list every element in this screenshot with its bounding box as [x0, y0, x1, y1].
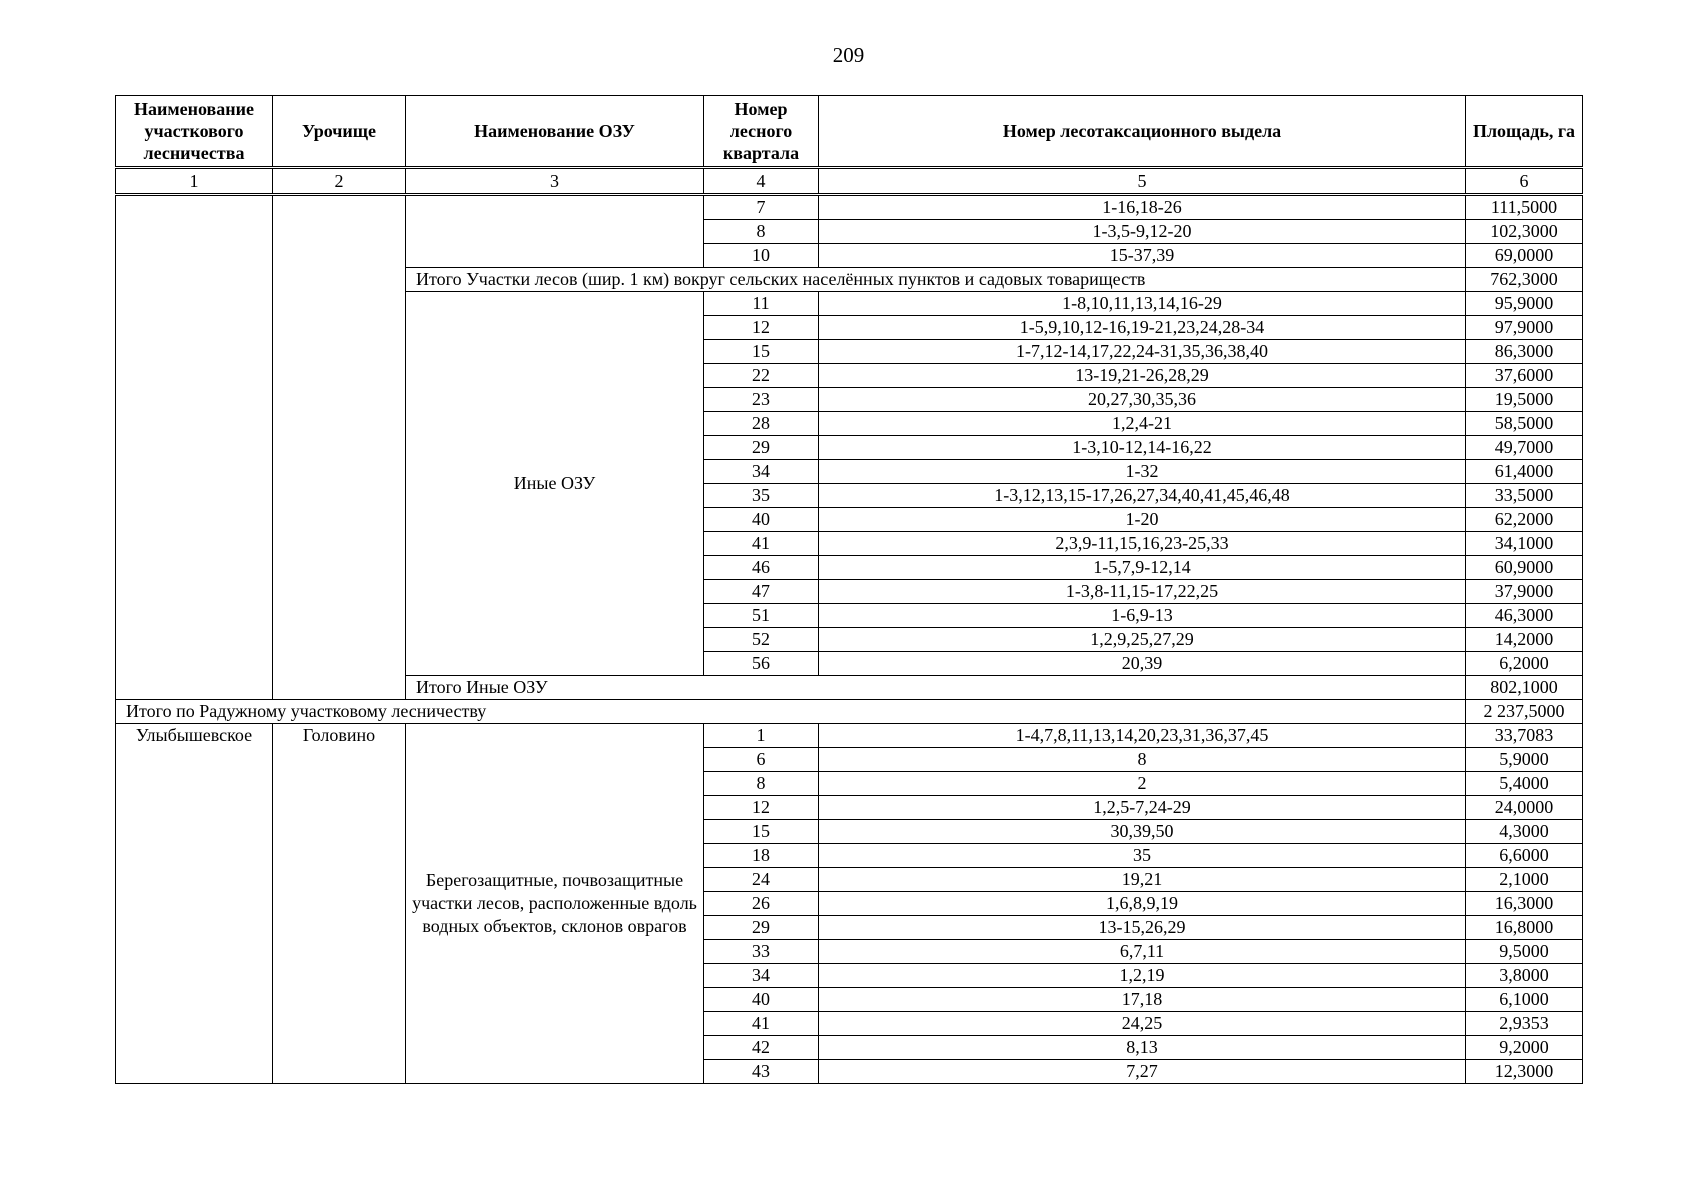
quarter-number: 23: [704, 388, 819, 412]
allotment-numbers: 30,39,50: [819, 820, 1466, 844]
allotment-numbers: 7,27: [819, 1060, 1466, 1084]
quarter-number: 11: [704, 292, 819, 316]
tract-cell: [273, 195, 406, 700]
area-value: 24,0000: [1466, 796, 1583, 820]
quarter-number: 41: [704, 1012, 819, 1036]
allotment-numbers: 1-3,10-12,14-16,22: [819, 436, 1466, 460]
allotment-numbers: 20,27,30,35,36: [819, 388, 1466, 412]
subtotal-value: 762,3000: [1466, 268, 1583, 292]
header-forestry: Наименование участкового лесничества: [116, 96, 273, 168]
column-number: 5: [819, 168, 1466, 195]
allotment-numbers: 1-5,7,9-12,14: [819, 556, 1466, 580]
quarter-number: 10: [704, 244, 819, 268]
allotment-numbers: 15-37,39: [819, 244, 1466, 268]
area-value: 2,1000: [1466, 868, 1583, 892]
quarter-number: 41: [704, 532, 819, 556]
area-value: 69,0000: [1466, 244, 1583, 268]
area-value: 97,9000: [1466, 316, 1583, 340]
allotment-numbers: 1-16,18-26: [819, 195, 1466, 220]
allotment-numbers: 1-5,9,10,12-16,19-21,23,24,28-34: [819, 316, 1466, 340]
quarter-number: 24: [704, 868, 819, 892]
area-value: 16,3000: [1466, 892, 1583, 916]
forestry-cell: [116, 195, 273, 700]
allotment-numbers: 1-3,5-9,12-20: [819, 220, 1466, 244]
allotment-numbers: 8,13: [819, 1036, 1466, 1060]
tract-cell: Головино: [273, 724, 406, 1084]
ozu-name-cell: [406, 195, 704, 268]
quarter-number: 15: [704, 340, 819, 364]
allotment-numbers: 1-8,10,11,13,14,16-29: [819, 292, 1466, 316]
quarter-number: 29: [704, 916, 819, 940]
allotment-numbers: 2: [819, 772, 1466, 796]
subtotal-value: 802,1000: [1466, 676, 1583, 700]
quarter-number: 7: [704, 195, 819, 220]
allotment-numbers: 1,2,5-7,24-29: [819, 796, 1466, 820]
area-value: 9,2000: [1466, 1036, 1583, 1060]
column-number-row: [116, 168, 1583, 195]
subtotal-label: Итого Иные ОЗУ: [406, 676, 1466, 700]
area-value: 14,2000: [1466, 628, 1583, 652]
allotment-numbers: 1-3,8-11,15-17,22,25: [819, 580, 1466, 604]
allotment-numbers: 13-15,26,29: [819, 916, 1466, 940]
quarter-number: 40: [704, 988, 819, 1012]
column-number: 2: [273, 168, 406, 195]
header-tract: Урочище: [273, 96, 406, 168]
area-value: 37,6000: [1466, 364, 1583, 388]
total-value: 2 237,5000: [1466, 700, 1583, 724]
allotment-numbers: 20,39: [819, 652, 1466, 676]
quarter-number: 43: [704, 1060, 819, 1084]
quarter-number: 12: [704, 316, 819, 340]
allotment-numbers: 1,2,19: [819, 964, 1466, 988]
quarter-number: 8: [704, 220, 819, 244]
table-row: [116, 195, 1583, 220]
area-value: 111,5000: [1466, 195, 1583, 220]
area-value: 16,8000: [1466, 916, 1583, 940]
area-value: 5,9000: [1466, 748, 1583, 772]
header-allotment-number: Номер лесотаксационного выдела: [819, 96, 1466, 168]
quarter-number: 40: [704, 508, 819, 532]
area-value: 4,3000: [1466, 820, 1583, 844]
allotment-numbers: 1,2,4-21: [819, 412, 1466, 436]
allotment-numbers: 8: [819, 748, 1466, 772]
quarter-number: 35: [704, 484, 819, 508]
area-value: 19,5000: [1466, 388, 1583, 412]
allotment-numbers: 2,3,9-11,15,16,23-25,33: [819, 532, 1466, 556]
quarter-number: 42: [704, 1036, 819, 1060]
column-number: 4: [704, 168, 819, 195]
allotment-numbers: 1-7,12-14,17,22,24-31,35,36,38,40: [819, 340, 1466, 364]
forestry-cell: Улыбышевское: [116, 724, 273, 1084]
area-value: 61,4000: [1466, 460, 1583, 484]
quarter-number: 12: [704, 796, 819, 820]
area-value: 58,5000: [1466, 412, 1583, 436]
allotment-numbers: 6,7,11: [819, 940, 1466, 964]
quarter-number: 33: [704, 940, 819, 964]
area-value: 6,6000: [1466, 844, 1583, 868]
area-value: 6,1000: [1466, 988, 1583, 1012]
area-value: 46,3000: [1466, 604, 1583, 628]
quarter-number: 18: [704, 844, 819, 868]
allotment-numbers: 19,21: [819, 868, 1466, 892]
area-value: 6,2000: [1466, 652, 1583, 676]
area-value: 33,5000: [1466, 484, 1583, 508]
allotment-numbers: 1-4,7,8,11,13,14,20,23,31,36,37,45: [819, 724, 1466, 748]
allotment-numbers: 1,2,9,25,27,29: [819, 628, 1466, 652]
quarter-number: 15: [704, 820, 819, 844]
area-value: 60,9000: [1466, 556, 1583, 580]
area-value: 95,9000: [1466, 292, 1583, 316]
quarter-number: 51: [704, 604, 819, 628]
allotment-numbers: 1,6,8,9,19: [819, 892, 1466, 916]
quarter-number: 34: [704, 964, 819, 988]
allotment-numbers: 1-20: [819, 508, 1466, 532]
allotment-numbers: 35: [819, 844, 1466, 868]
forest-plots-table: [115, 95, 1583, 1084]
ozu-name-cell: Иные ОЗУ: [406, 292, 704, 676]
quarter-number: 1: [704, 724, 819, 748]
area-value: 2,9353: [1466, 1012, 1583, 1036]
area-value: 62,2000: [1466, 508, 1583, 532]
area-value: 5,4000: [1466, 772, 1583, 796]
area-value: 3,8000: [1466, 964, 1583, 988]
allotment-numbers: 24,25: [819, 1012, 1466, 1036]
area-value: 9,5000: [1466, 940, 1583, 964]
quarter-number: 28: [704, 412, 819, 436]
area-value: 34,1000: [1466, 532, 1583, 556]
quarter-number: 6: [704, 748, 819, 772]
area-value: 37,9000: [1466, 580, 1583, 604]
allotment-numbers: 13-19,21-26,28,29: [819, 364, 1466, 388]
area-value: 12,3000: [1466, 1060, 1583, 1084]
quarter-number: 26: [704, 892, 819, 916]
header-quarter-number: Номер лесного квартала: [704, 96, 819, 168]
quarter-number: 46: [704, 556, 819, 580]
quarter-number: 22: [704, 364, 819, 388]
subtotal-label: Итого Участки лесов (шир. 1 км) вокруг сельских населённых пунктов и садовых товариществ: [406, 268, 1466, 292]
ozu-name-cell: Берегозащитные, почвозащитные участки лесов, расположенные вдоль водных объектов, склонов оврагов: [406, 724, 704, 1084]
allotment-numbers: 17,18: [819, 988, 1466, 1012]
column-number: 6: [1466, 168, 1583, 195]
column-number: 3: [406, 168, 704, 195]
total-row: [116, 700, 1583, 724]
column-number: 1: [116, 168, 273, 195]
quarter-number: 29: [704, 436, 819, 460]
allotment-numbers: 1-3,12,13,15-17,26,27,34,40,41,45,46,48: [819, 484, 1466, 508]
page-number: 209: [832, 43, 865, 67]
header-ozu-name: Наименование ОЗУ: [406, 96, 704, 168]
area-value: 33,7083: [1466, 724, 1583, 748]
area-value: 86,3000: [1466, 340, 1583, 364]
allotment-numbers: 1-6,9-13: [819, 604, 1466, 628]
quarter-number: 34: [704, 460, 819, 484]
quarter-number: 56: [704, 652, 819, 676]
header-area: Площадь, га: [1466, 96, 1583, 168]
table-row: [116, 724, 1583, 748]
area-value: 49,7000: [1466, 436, 1583, 460]
total-label: Итого по Радужному участковому лесничеству: [116, 700, 1466, 724]
quarter-number: 47: [704, 580, 819, 604]
quarter-number: 8: [704, 772, 819, 796]
area-value: 102,3000: [1466, 220, 1583, 244]
table-body: [116, 168, 1583, 1084]
allotment-numbers: 1-32: [819, 460, 1466, 484]
table-header: [116, 96, 1583, 168]
quarter-number: 52: [704, 628, 819, 652]
